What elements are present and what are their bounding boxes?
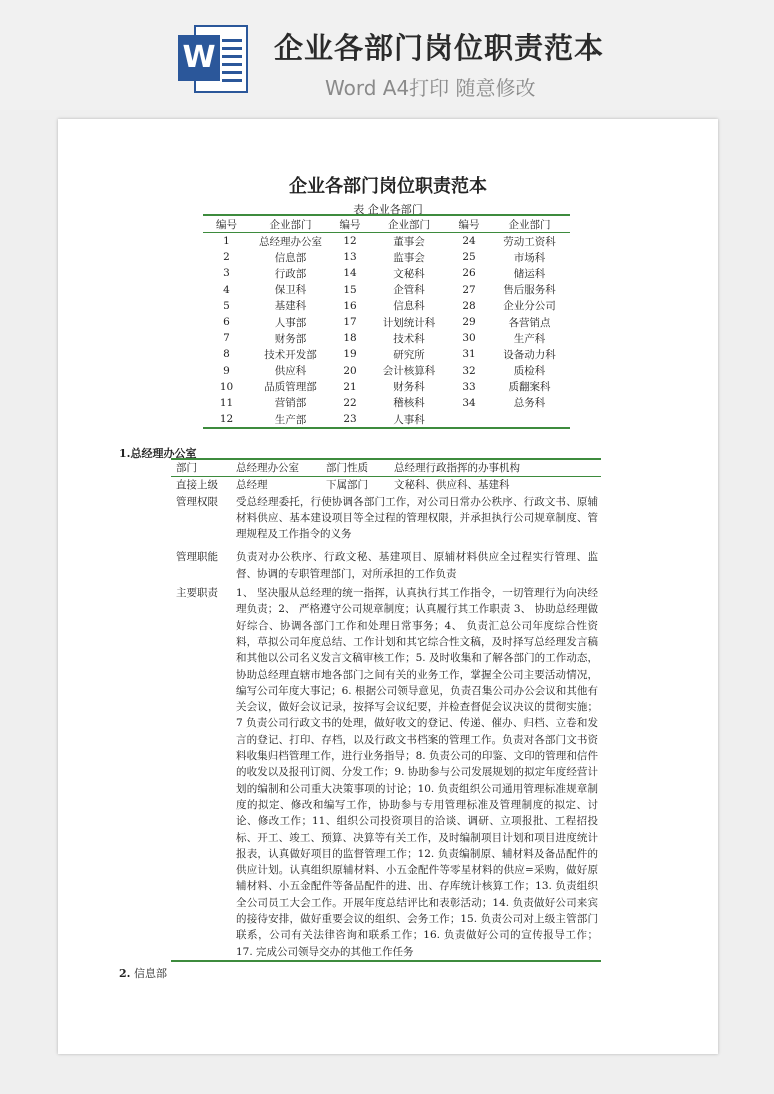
- table-cell: 文秘科: [393, 267, 425, 280]
- info-value: 总经理: [236, 479, 268, 492]
- info-value: 总经理行政指挥的办事机构: [394, 462, 520, 474]
- table-cell: 29: [462, 316, 476, 329]
- table-row: [203, 282, 570, 298]
- table-row: [203, 249, 570, 265]
- department-info-table: [171, 458, 601, 962]
- table-cell: 营销部: [274, 397, 307, 410]
- table-cell: 行政部: [274, 267, 307, 280]
- info-value: 受总经理委托，行使协调各部门工作，对公司日常办公秩序、行政文书、原辅材料供应、基本建设项目等全过程的管理权限，并承担执行公司规章制度、管理规程及工作指令的义务: [236, 495, 598, 541]
- table-cell: 15: [343, 283, 357, 296]
- table-row: [203, 395, 570, 411]
- table-cell: 28: [462, 299, 476, 312]
- column-header: 企业部门: [250, 215, 331, 233]
- table-cell: 人事科: [369, 411, 449, 428]
- info-row-function: [171, 549, 601, 582]
- table-cell: 劳动工资科: [503, 235, 556, 248]
- table-row: [203, 298, 570, 314]
- table-cell: 7: [223, 332, 230, 345]
- table-cell: 17: [343, 316, 357, 329]
- column-header: 编号: [331, 215, 369, 233]
- table-cell: 基建科: [274, 300, 307, 313]
- table-row: [203, 330, 570, 346]
- table-cell: 4: [223, 283, 230, 296]
- table-cell: 研究所: [393, 348, 425, 361]
- banner-subtitle: Word A4打印 随意修改: [325, 76, 536, 100]
- table-cell: 品质管理部: [264, 381, 317, 394]
- table-cell: 10: [219, 380, 234, 393]
- table-cell: 设备动力科: [503, 348, 556, 361]
- table-cell: [449, 411, 489, 428]
- table-cell: 6: [223, 316, 230, 329]
- table-cell: 信息部: [274, 251, 307, 264]
- table-cell: 14: [343, 267, 357, 280]
- table-cell: 计划统计科: [382, 316, 436, 329]
- table-cell: 董事会: [393, 235, 425, 248]
- table-cell: 8: [223, 348, 230, 361]
- banner-title: 企业各部门岗位职责范本: [274, 31, 605, 65]
- table-cell: 总务科: [513, 397, 546, 410]
- table-cell: 供应科: [274, 365, 307, 378]
- table-row: [203, 265, 570, 281]
- table-cell: 财务部: [274, 332, 307, 345]
- table-header-row: [203, 215, 570, 233]
- table-cell: 人事部: [274, 316, 307, 329]
- table-cell: 9: [223, 364, 230, 377]
- info-label: 主要职责: [176, 587, 218, 600]
- info-label: 管理权限: [176, 495, 218, 508]
- table-cell: 34: [462, 396, 476, 409]
- word-logo-letter: W: [178, 35, 220, 81]
- table-cell: 质翻案科: [508, 381, 551, 394]
- table-caption: 表 企业各部门: [353, 203, 423, 216]
- table-cell: 30: [462, 332, 476, 345]
- table-cell: 18: [343, 332, 357, 345]
- table-cell: 企业分公司: [503, 300, 556, 313]
- table-cell: 生产部: [250, 411, 331, 428]
- table-cell: 22: [343, 396, 357, 409]
- table-cell: 售后服务科: [503, 284, 556, 297]
- table-cell: 技术开发部: [264, 348, 317, 361]
- section-title: 信息部: [133, 967, 167, 980]
- table-cell: 16: [343, 299, 357, 312]
- table-cell: 市场科: [513, 251, 546, 264]
- table-row: [203, 346, 570, 362]
- table-cell: 5: [223, 299, 230, 312]
- table-cell: 会计核算科: [382, 365, 436, 378]
- table-cell: 27: [462, 283, 476, 296]
- info-value: 总经理办公室: [236, 462, 299, 474]
- table-cell: 13: [343, 251, 357, 264]
- table-cell: 11: [219, 396, 234, 409]
- word-document-icon: [178, 23, 250, 95]
- table-cell: 2: [223, 251, 230, 264]
- table-row: [203, 314, 570, 330]
- section-number: 2.: [119, 967, 131, 980]
- info-row-department: [171, 460, 601, 477]
- table-cell: 19: [343, 348, 357, 361]
- table-cell: 21: [343, 380, 357, 393]
- table-cell: 质检科: [513, 365, 546, 378]
- column-header: 企业部门: [489, 215, 570, 233]
- table-cell: 23: [331, 411, 369, 428]
- table-cell: 12: [203, 411, 250, 428]
- table-cell: 监事会: [393, 251, 425, 264]
- table-cell: 33: [462, 380, 476, 393]
- document-title: 企业各部门岗位职责范本: [289, 176, 487, 197]
- table-cell: 20: [343, 364, 357, 377]
- table-cell: 总经理办公室: [259, 235, 322, 248]
- table-cell: 1: [223, 235, 230, 248]
- table-cell: 稽核科: [393, 397, 425, 410]
- table-cell: 24: [462, 235, 476, 248]
- table-cell: 企管科: [393, 284, 425, 297]
- table-cell: 26: [462, 267, 476, 280]
- info-label: 部门性质: [326, 462, 368, 474]
- section-heading: 1.总经理办公室: [119, 447, 197, 460]
- table-row: [203, 233, 570, 250]
- info-value: 文秘科、供应科、基建科: [394, 479, 510, 492]
- table-cell: 32: [462, 364, 476, 377]
- table-row: [203, 379, 570, 395]
- info-label: 部门: [176, 462, 197, 474]
- table-cell: 信息科: [393, 300, 425, 313]
- info-label: 直接上级: [176, 479, 218, 492]
- banner-header: [0, 0, 774, 110]
- table-cell: 财务科: [393, 381, 425, 394]
- table-row: [203, 363, 570, 379]
- table-cell: 各营销点: [508, 316, 551, 329]
- table-row: [203, 411, 570, 428]
- info-value: 负责对办公秩序、行政文秘、基建项目、原辅材料供应全过程实行管理、监督、协调的专职管理部门，对所承担的工作负责: [236, 551, 598, 580]
- info-value: 1、 坚决服从总经理的统一指挥，认真执行其工作指令，一切管理行为向决经理负责；2、 严格遵守公司规章制度；认真履行其工作职责 3、 协助总经理做好综合、协调各部门工作和处理日常事务；4、 负责汇总公司年度综合性资料，草拟公司年度总结、工作计划和其它综合性文稿，及时择写总经理发言稿和其他以公司名义发言文稿审核工作；5. 及时收集和了解各部门的工作动态，协助总经理直辖市地各部门之间有关的业务工作，掌握全公司主要活动情况，编写公司年度大事记；6. 根据公司领导意见，负责召集公司办公会议和其他有关会议，做好会议记录，按择写会议纪要，并检查督促会议决议的贯彻实施；7 负责公司行政文书的处理，做好收文的登记、传递、催办、归档、立卷和发言的登记、打印、存档，以及行政文书档案的管理工作。负责对各部门文书资料收集归档管理工作，进行业务指导；8. 负责公司的印鉴、文印的管理和信件的收发以及报刊订阅、分发工作；9. 协助参与公司发展规划的拟定年度经营计划的编制和公司重大决策事项的讨论；10. 负责组织公司通用管理标准规章制度的拟定、修改和编写工作，协助参与专用管理标准及管理制度的拟定、讨论、修改工作；11、组织公司投资项目的洽谈、调研、立项报批、工程招投标、开工、竣工、预算、决算等有关工作，及时编制项目计划和项目进度统计报表，认真做好项目的监督管理工作；12. 负责编制原、辅材料及备品配件的供应计划。认真组织原辅材料、小五金配件等零星材料的供应=采购，做好原辅材料、小五金配件等备品配件的进、出、存库统计核算工作；13. 负责组织全公司员工大会工作。开展年度总结评比和表彰活动；14. 负责做好公司来宾的接待安排，做好重要会议的组织、会务工作；15. 负责公司对上级主管部门联系，公司有关法律咨询和联系工作；16. 负责做好公司的宣传报导工作；17. 完成公司领导交办的其他工作任务: [236, 587, 598, 958]
- section-heading-2: [119, 965, 167, 981]
- department-table-body: [203, 233, 570, 429]
- table-cell: 生产科: [513, 332, 546, 345]
- table-cell: [489, 411, 570, 428]
- table-cell: 保卫科: [274, 284, 307, 297]
- table-cell: 12: [343, 235, 357, 248]
- column-header: 企业部门: [369, 215, 449, 233]
- column-header: 编号: [449, 215, 489, 233]
- info-row-superior: [171, 477, 601, 493]
- table-cell: 25: [462, 251, 476, 264]
- table-cell: 3: [223, 267, 230, 280]
- table-cell: 31: [462, 348, 476, 361]
- info-label: 管理职能: [176, 551, 218, 564]
- info-row-authority: [171, 494, 601, 543]
- column-header: 编号: [203, 215, 250, 233]
- document-page: [58, 119, 718, 1054]
- table-cell: 储运科: [513, 267, 546, 280]
- info-label: 下属部门: [326, 479, 368, 492]
- department-table: [203, 214, 570, 429]
- info-row-duties: [171, 585, 601, 960]
- table-cell: 技术科: [393, 332, 425, 345]
